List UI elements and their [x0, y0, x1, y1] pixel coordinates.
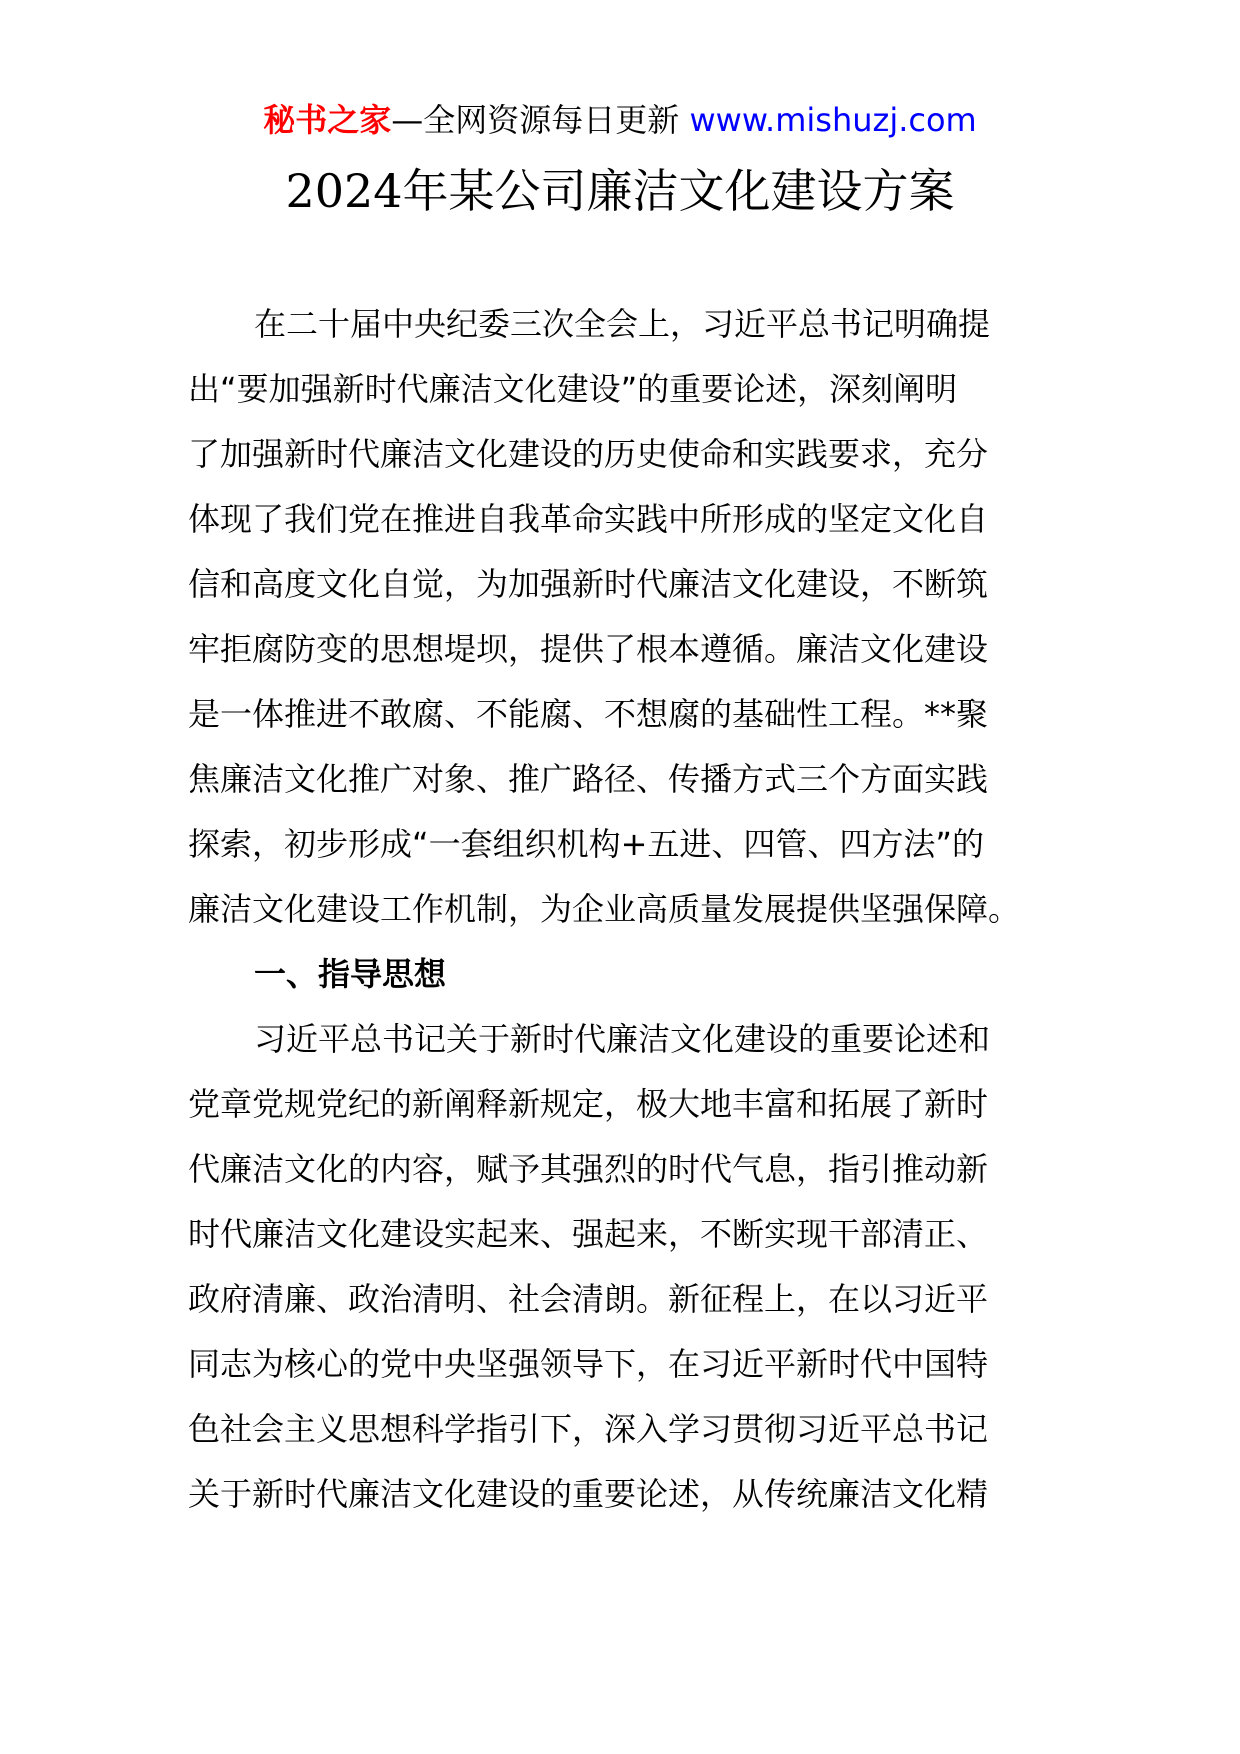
paragraph-line: 出“要加强新时代廉洁文化建设”的重要论述，深刻阐明 — [188, 370, 958, 408]
section-heading: 一、指导思想 — [254, 955, 447, 993]
header-tagline: —全网资源每日更新 — [391, 101, 690, 139]
paragraph-line: 了加强新时代廉洁文化建设的历史使命和实践要求，充分 — [188, 435, 989, 473]
paragraph-line: 同志为核心的党中央坚强领导下，在习近平新时代中国特 — [188, 1345, 989, 1383]
paragraph-line: 信和高度文化自觉，为加强新时代廉洁文化建设，不断筑 — [188, 565, 989, 603]
paragraph-line: 廉洁文化建设工作机制，为企业高质量发展提供坚强保障。 — [188, 890, 1021, 928]
paragraph-line: 党章党规党纪的新阐释新规定，极大地丰富和拓展了新时 — [188, 1085, 989, 1123]
paragraph-line: 在二十届中央纪委三次全会上，习近平总书记明确提 — [254, 305, 991, 343]
brand-name: 秘书之家 — [263, 101, 392, 139]
paragraph-line: 习近平总书记关于新时代廉洁文化建设的重要论述和 — [254, 1020, 991, 1058]
document-body — [188, 292, 1088, 1527]
paragraph-line: 色社会主义思想科学指引下，深入学习贯彻习近平总书记 — [188, 1410, 989, 1448]
paragraph-line: 体现了我们党在推进自我革命实践中所形成的坚定文化自 — [188, 500, 989, 538]
paragraph-line: 焦廉洁文化推广对象、推广路径、传播方式三个方面实践 — [188, 760, 989, 798]
paragraph-line: 牢拒腐防变的思想堤坝，提供了根本遵循。廉洁文化建设 — [188, 630, 989, 668]
site-url-link[interactable]: www.mishuzj.com — [689, 101, 977, 139]
paragraph-line: 代廉洁文化的内容，赋予其强烈的时代气息，指引推动新 — [188, 1150, 989, 1188]
site-header — [0, 98, 1240, 142]
paragraph-line: 是一体推进不敢腐、不能腐、不想腐的基础性工程。**聚 — [188, 695, 989, 733]
document-title — [0, 160, 1240, 222]
paragraph-line: 政府清廉、政治清明、社会清朗。新征程上，在以习近平 — [188, 1280, 989, 1318]
title-year: 2024 — [285, 164, 403, 218]
paragraph-line: 时代廉洁文化建设实起来、强起来，不断实现干部清正、 — [188, 1215, 989, 1253]
paragraph-line: 探索，初步形成“一套组织机构+五进、四管、四方法”的 — [188, 825, 984, 863]
paragraph-line: 关于新时代廉洁文化建设的重要论述，从传统廉洁文化精 — [188, 1475, 989, 1513]
title-text: 年某公司廉洁文化建设方案 — [402, 164, 955, 218]
